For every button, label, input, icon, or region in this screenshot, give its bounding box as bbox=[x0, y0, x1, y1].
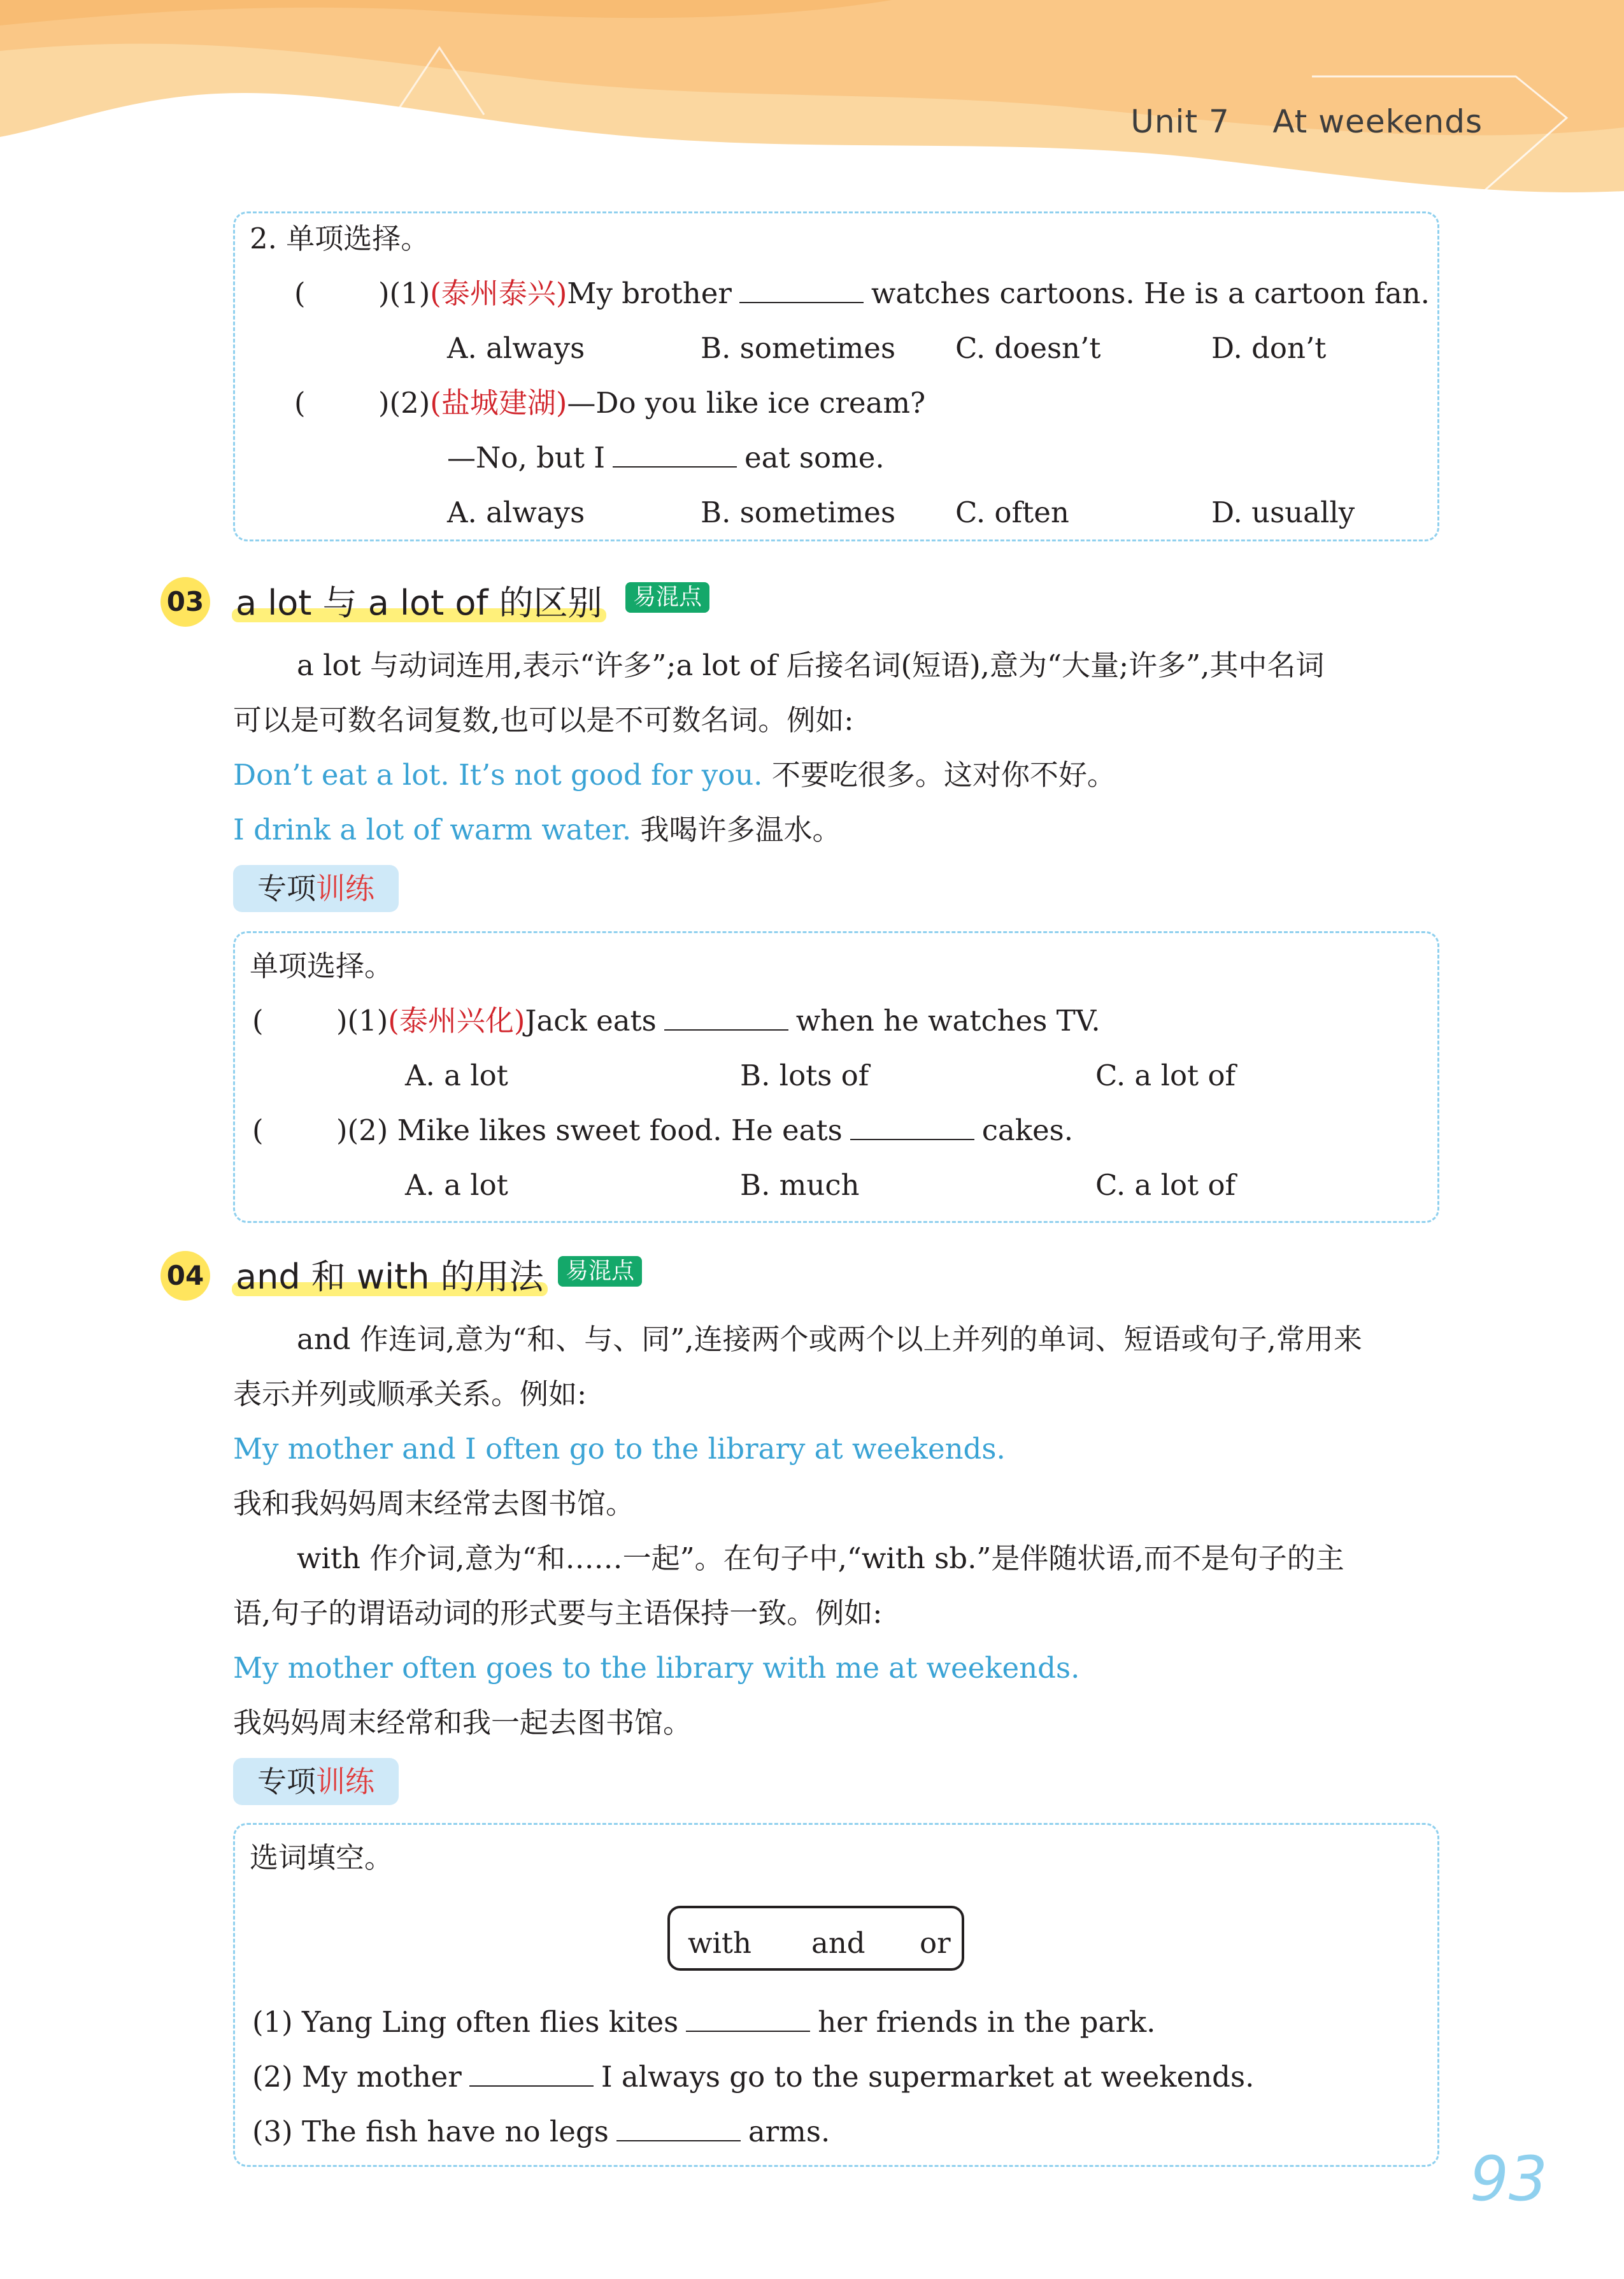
question-stem: (1) Yang Ling often flies kites bbox=[252, 2005, 679, 2039]
answer-blank[interactable] bbox=[469, 2064, 594, 2087]
paragraph: a lot 与动词连用,表示“许多”;a lot of 后接名词(短语),意为“大量;许多”,其中名词 bbox=[297, 648, 1325, 682]
word-option[interactable]: and bbox=[811, 1926, 865, 1960]
answer-blank[interactable] bbox=[850, 1117, 974, 1140]
question-stem: —Do you like ice cream? bbox=[567, 386, 926, 420]
training-text: 专项 bbox=[257, 1764, 316, 1799]
answer-paren[interactable]: ( )(2) bbox=[252, 1113, 388, 1147]
question-stem: arms. bbox=[748, 2115, 830, 2148]
section-title-text: a lot 与 a lot of 的区别 bbox=[236, 583, 602, 623]
question-stem: Jack eats bbox=[525, 1004, 657, 1038]
example-zh: 不要吃很多。这对你不好。 bbox=[771, 758, 1116, 792]
word-option[interactable]: or bbox=[920, 1926, 951, 1960]
option-a[interactable]: A. a lot bbox=[405, 1168, 508, 1202]
answer-paren[interactable]: ( )(2) bbox=[294, 386, 431, 420]
question-source: (泰州兴化) bbox=[388, 1004, 525, 1038]
exercise-heading: 单项选择。 bbox=[250, 949, 394, 983]
option-c[interactable]: C. a lot of bbox=[1095, 1168, 1236, 1202]
option-d[interactable]: D. usually bbox=[1211, 496, 1355, 529]
special-training-label bbox=[233, 1758, 399, 1805]
example-en: My mother often goes to the library with me at weekends. bbox=[233, 1651, 1080, 1685]
training-text-red: 训练 bbox=[316, 1764, 374, 1799]
question-stem: her friends in the park. bbox=[818, 2005, 1156, 2039]
option-a[interactable]: A. always bbox=[447, 331, 585, 365]
question-2 bbox=[294, 386, 926, 420]
paragraph: 表示并列或顺承关系。例如: bbox=[233, 1377, 587, 1411]
fill-question-2 bbox=[252, 2060, 1255, 2094]
answer-blank[interactable] bbox=[739, 280, 864, 303]
answer-paren[interactable]: ( )(1) bbox=[294, 276, 431, 310]
reply-text: eat some. bbox=[744, 441, 885, 475]
question-1 bbox=[294, 276, 1430, 310]
question-source: (泰州泰兴) bbox=[430, 276, 567, 310]
question-stem: Mike likes sweet food. He eats bbox=[397, 1113, 843, 1147]
unit-header bbox=[1130, 103, 1483, 140]
example-zh: 我和我妈妈周末经常去图书馆。 bbox=[233, 1487, 635, 1520]
header-wave-decoration bbox=[0, 0, 1624, 204]
confusable-tag: 易混点 bbox=[625, 582, 709, 613]
question-stem: My brother bbox=[567, 276, 732, 310]
fill-question-1 bbox=[252, 2005, 1156, 2039]
training-text: 专项 bbox=[257, 871, 316, 906]
question-2 bbox=[252, 1113, 1074, 1147]
question-stem: watches cartoons. He is a cartoon fan. bbox=[871, 276, 1430, 310]
page-number: 93 bbox=[1469, 2143, 1548, 2215]
question-stem: (3) The fish have no legs bbox=[252, 2115, 609, 2148]
exercise-heading: 2. 单项选择。 bbox=[250, 222, 430, 255]
answer-blank[interactable] bbox=[686, 2009, 810, 2032]
special-training-label bbox=[233, 865, 399, 912]
option-b[interactable]: B. sometimes bbox=[701, 496, 896, 529]
confusable-tag: 易混点 bbox=[558, 1256, 642, 1287]
paragraph: and 作连词,意为“和、与、同”,连接两个或两个以上并列的单词、短语或句子,常用来 bbox=[297, 1322, 1362, 1356]
exercise-heading: 选词填空。 bbox=[250, 1841, 394, 1875]
option-a[interactable]: A. a lot bbox=[405, 1059, 508, 1092]
answer-blank[interactable] bbox=[616, 2118, 741, 2141]
question-source: (盐城建湖) bbox=[430, 386, 567, 420]
example-zh: 我喝许多温水。 bbox=[640, 813, 841, 847]
paragraph: 可以是可数名词复数,也可以是不可数名词。例如: bbox=[233, 703, 854, 737]
question-2-reply bbox=[447, 441, 885, 475]
option-c[interactable]: C. doesn’t bbox=[955, 331, 1101, 365]
option-d[interactable]: D. don’t bbox=[1211, 331, 1327, 365]
answer-blank[interactable] bbox=[613, 445, 737, 468]
question-1 bbox=[252, 1004, 1100, 1038]
example-sentence bbox=[233, 813, 841, 847]
section-title bbox=[232, 576, 606, 625]
option-b[interactable]: B. much bbox=[740, 1168, 860, 1202]
example-en: Don’t eat a lot. It’s not good for you. bbox=[233, 758, 763, 792]
section-title bbox=[232, 1250, 548, 1299]
exercise-box-single-choice-1 bbox=[233, 211, 1439, 541]
section-title-text: and 和 with 的用法 bbox=[236, 1257, 544, 1297]
answer-blank[interactable] bbox=[664, 1008, 788, 1031]
option-c[interactable]: C. often bbox=[955, 496, 1069, 529]
paragraph: 语,句子的谓语动词的形式要与主语保持一致。例如: bbox=[233, 1596, 883, 1630]
fill-question-3 bbox=[252, 2117, 830, 2146]
section-badge: 04 bbox=[160, 1251, 210, 1301]
option-b[interactable]: B. lots of bbox=[740, 1059, 869, 1092]
section-badge: 03 bbox=[160, 577, 210, 627]
training-text-red: 训练 bbox=[316, 871, 374, 906]
question-stem: (2) My mother bbox=[252, 2060, 462, 2094]
unit-title: At weekends bbox=[1272, 103, 1483, 140]
example-zh: 我妈妈周末经常和我一起去图书馆。 bbox=[233, 1706, 692, 1740]
option-c[interactable]: C. a lot of bbox=[1095, 1059, 1236, 1092]
word-bank bbox=[667, 1906, 964, 1971]
answer-paren[interactable]: ( )(1) bbox=[252, 1004, 388, 1038]
question-stem: cakes. bbox=[981, 1113, 1074, 1147]
example-en: My mother and I often go to the library at weekends. bbox=[233, 1432, 1006, 1466]
option-a[interactable]: A. always bbox=[447, 496, 585, 529]
question-stem: when he watches TV. bbox=[795, 1004, 1100, 1038]
question-stem: I always go to the supermarket at weekends. bbox=[601, 2060, 1255, 2094]
option-b[interactable]: B. sometimes bbox=[701, 331, 896, 365]
unit-label: Unit 7 bbox=[1130, 103, 1230, 140]
example-en: I drink a lot of warm water. bbox=[233, 813, 632, 847]
paragraph: with 作介词,意为“和……一起”。在句子中,“with sb.”是伴随状语,而不是句子的主 bbox=[297, 1541, 1344, 1575]
example-sentence bbox=[233, 758, 1116, 792]
word-option[interactable]: with bbox=[688, 1926, 751, 1960]
reply-text: —No, but I bbox=[447, 441, 606, 475]
